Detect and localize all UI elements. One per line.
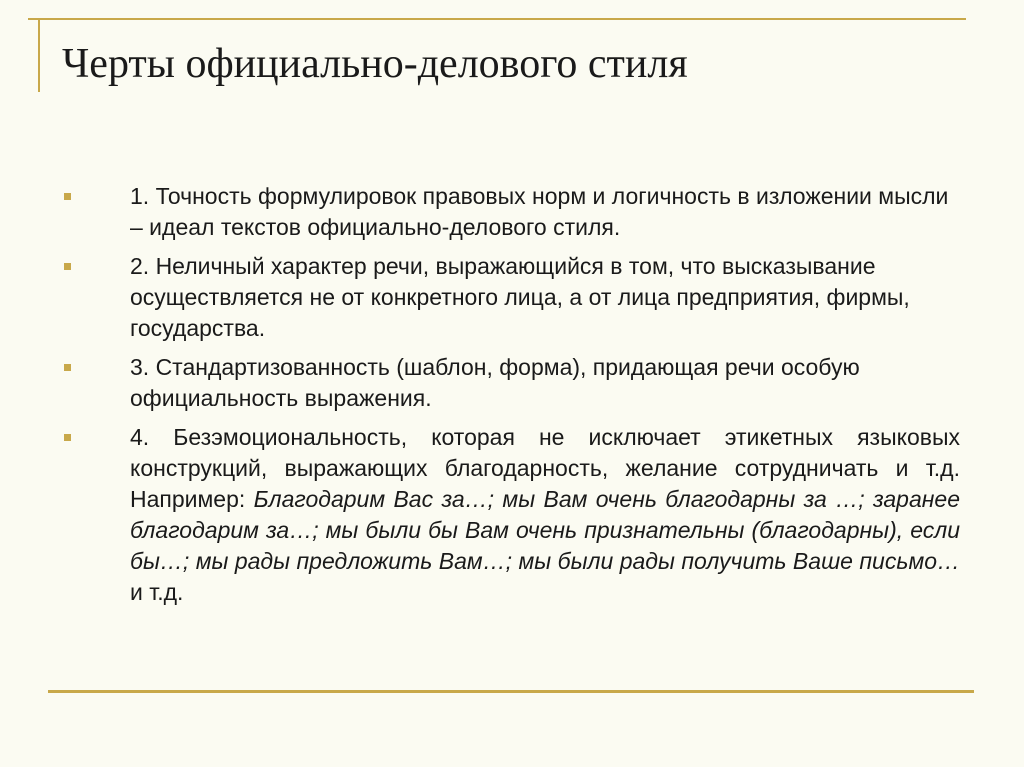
bullet-item-1 [62, 181, 962, 243]
bullet-item-2 [62, 251, 962, 344]
left-rule [38, 18, 40, 92]
bullet-list [62, 181, 962, 616]
bullet-text: 1. Точность формулировок правовых норм и логичность в изложении мысли – идеал текстов официально-делового стиля. [130, 183, 949, 240]
square-bullet-icon [64, 193, 71, 200]
bullet-item-3 [62, 352, 962, 414]
bullet-intro-text: 4. Безэмоциональность, которая не исключает этикетных языковых конструкций, выражающих благодарность, желание сотрудничать и т.д. Например: [130, 424, 960, 512]
bullet-examples-text: Благодарим Вас за…; мы Вам очень благодарны за …; заранее благодарим за…; мы были бы Вам очень признательны (благодарны), если бы…; мы рады предложить Вам…; мы были рады получить Ваше письмо… [130, 486, 960, 574]
bottom-rule [48, 690, 974, 693]
square-bullet-icon [64, 364, 71, 371]
square-bullet-icon [64, 434, 71, 441]
bullet-text [130, 422, 960, 608]
bullet-item-4 [62, 422, 962, 608]
bullet-outro-text: и т.д. [130, 579, 184, 605]
top-rule [28, 18, 966, 20]
square-bullet-icon [64, 263, 71, 270]
bullet-text: 3. Стандартизованность (шаблон, форма), придающая речи особую официальность выражения. [130, 354, 860, 411]
slide-title: Черты официально-делового стиля [62, 41, 688, 87]
bullet-text: 2. Неличный характер речи, выражающийся в том, что высказывание осуществляется не от конкретного лица, а от лица предприятия, фирмы, государства. [130, 253, 910, 341]
